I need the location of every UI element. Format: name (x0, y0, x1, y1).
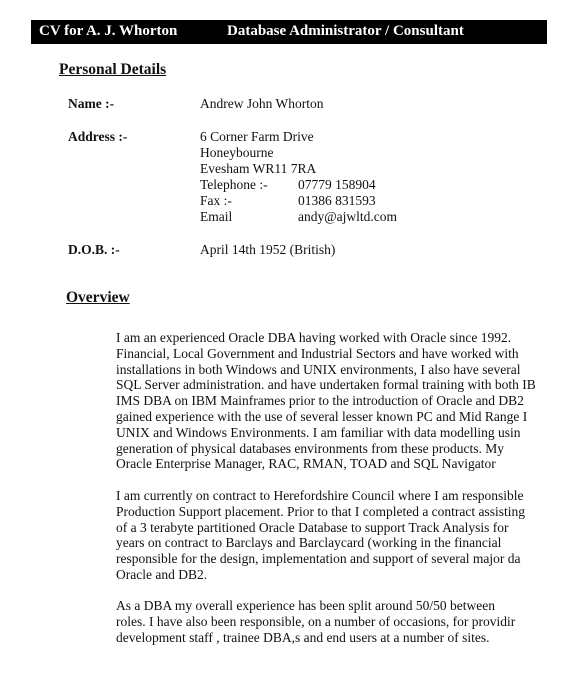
dob-label: D.O.B. :- (68, 242, 120, 257)
text-line: SQL Server administration. and have undertaken formal training with both IB (116, 377, 536, 393)
overview-heading: Overview (66, 289, 130, 306)
text-line: development staff , trainee DBA,s and end users at a number of sites. (116, 629, 490, 645)
address-line: 6 Corner Farm Drive (200, 129, 314, 144)
name-label: Name :- (68, 96, 115, 111)
text-line: As a DBA my overall experience has been split around 50/50 between (116, 598, 496, 613)
dob-value: April 14th 1952 (British) (200, 242, 336, 257)
overview-paragraph-contracts (116, 488, 580, 583)
text-line: roles. I have also been responsible, on a number of occasions, for providir (116, 613, 516, 629)
text-line: Financial, Local Government and Industrial Sectors and have worked with (116, 345, 519, 361)
email-label: Email (200, 209, 233, 224)
text-line: IMS DBA on IBM Mainframes prior to the introduction of Oracle and DB2 (116, 393, 524, 409)
job-title-heading: Database Administrator / Consultant (227, 23, 464, 39)
email-value: andy@ajwltd.com (298, 209, 398, 224)
overview-paragraph-dba-roles (116, 598, 580, 645)
text-line: years on contract to Barclays and Barclaycard (working in the financial (116, 535, 502, 551)
text-line: of a 3 terabyte partitioned Oracle Database to support Track Analysis for (116, 519, 509, 535)
address-label: Address :- (68, 129, 128, 144)
address-line: Honeybourne (200, 145, 274, 160)
text-line: gained experience with the use of several lesser known PC and Mid Range I (116, 408, 528, 424)
name-value: Andrew John Whorton (200, 96, 324, 111)
telephone-label: Telephone :- (200, 177, 268, 192)
text-line: generation of physical databases environments from these products. My (116, 440, 505, 456)
telephone-value: 07779 158904 (298, 177, 376, 192)
document-header-bar (31, 20, 547, 44)
text-line: responsible for the design, implementation and support of several major da (116, 551, 521, 567)
personal-details-heading: Personal Details (59, 61, 167, 78)
fax-value: 01386 831593 (298, 193, 376, 208)
text-line: Oracle Enterprise Manager, RAC, RMAN, TOAD and SQL Navigator (116, 456, 496, 472)
text-line: I am currently on contract to Herefordshire Council where I am responsible (116, 488, 524, 503)
overview-paragraph-experience (116, 330, 580, 472)
text-line: UNIX and Windows Environments. I am familiar with data modelling usin (116, 424, 521, 440)
text-line: Oracle and DB2. (116, 566, 208, 582)
cv-owner-heading: CV for A. J. Whorton (39, 23, 178, 39)
text-line: installations in both Windows and UNIX environments, I also have several (116, 361, 521, 377)
text-line: I am an experienced Oracle DBA having worked with Oracle since 1992. (116, 330, 512, 345)
address-line: Evesham WR11 7RA (200, 161, 317, 176)
fax-label: Fax :- (200, 193, 232, 208)
text-line: Production Support placement. Prior to that I completed a contract assisting (116, 503, 526, 519)
